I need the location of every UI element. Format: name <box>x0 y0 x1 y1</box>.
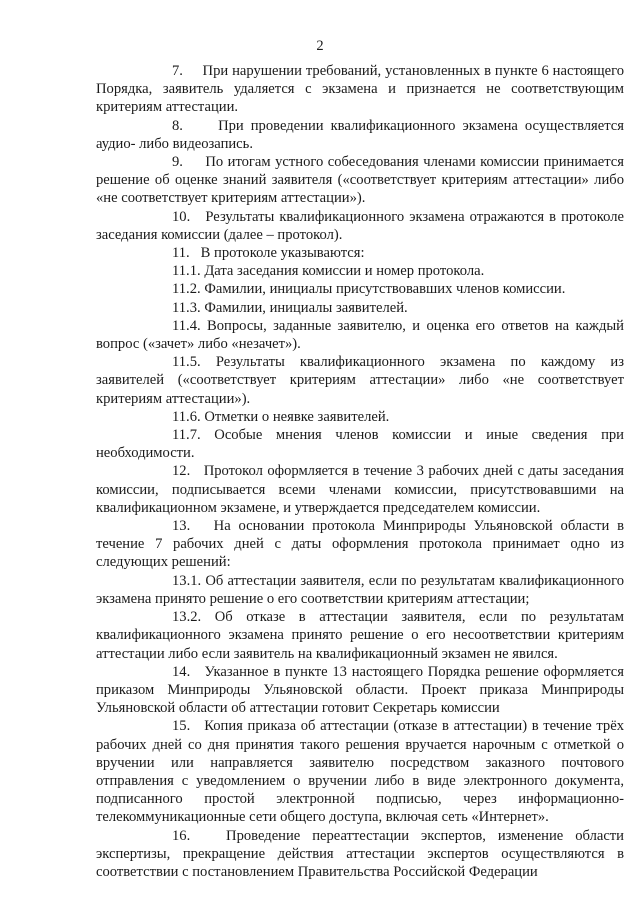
paragraph-number: 13.2. <box>172 609 202 626</box>
paragraph-number: 8. <box>172 117 183 134</box>
paragraph-16 <box>96 827 624 882</box>
paragraph-11-7 <box>96 426 624 462</box>
paragraph-number: 13.1. <box>172 572 202 589</box>
paragraph-10 <box>96 208 624 244</box>
paragraph-text: При проведении квалификационного экзамена осуществляется аудио- либо видеозапись. <box>96 117 624 152</box>
paragraph-text: Результаты квалификационного экзамена по каждому из заявителей («соответствует критериям аттестации» либо «не соответствует критериям аттестации»). <box>96 354 624 407</box>
paragraph-text: При нарушении требований, установленных в пункте 6 настоящего Порядка, заявитель удаляется с экзамена и признается не соответствующим критериям аттестации. <box>96 63 624 116</box>
paragraph-11-3 <box>96 299 624 317</box>
paragraph-text: Фамилии, инициалы заявителей. <box>204 299 408 316</box>
paragraph-text: Об отказе в аттестации заявителя, если по результатам квалификационного экзамена принято решение о его несоответствии критериям аттестации либо если заявитель на квалификационный экзамен не явился. <box>96 609 624 662</box>
paragraph-number: 11. <box>172 245 190 262</box>
paragraph-11 <box>96 244 624 262</box>
paragraph-9 <box>96 153 624 208</box>
paragraph-text: В протоколе указываются: <box>200 245 365 262</box>
paragraph-number: 10. <box>172 208 191 225</box>
paragraph-13-1 <box>96 572 624 608</box>
paragraph-13-2 <box>96 608 624 663</box>
paragraph-number: 15. <box>172 718 191 735</box>
document-body <box>96 62 624 881</box>
paragraph-number: 7. <box>172 63 183 79</box>
page-number: 2 <box>316 38 324 54</box>
paragraph-text: Протокол оформляется в течение 3 рабочих дней с даты заседания комиссии, подписывается всеми членами комиссии, присутствовавшими на квалификационном экзамене, и утверждается председателем комиссии. <box>96 463 624 516</box>
paragraph-text: Результаты квалификационного экзамена отражаются в протоколе заседания комиссии (далее – протокол). <box>96 208 624 243</box>
paragraph-text: На основании протокола Минприроды Ульяновской области в течение 7 рабочих дней с даты оформления протокола принимает одно из следующих решений: <box>96 518 624 571</box>
paragraph-15 <box>96 717 624 826</box>
paragraph-11-6 <box>96 408 624 426</box>
paragraph-number: 13. <box>172 518 191 535</box>
paragraph-number: 11.6. <box>172 408 201 425</box>
paragraph-text: Проведение переаттестации экспертов, изменение области экспертизы, прекращение действия аттестации экспертов осуществляются в соответствии с постановлением Правительства Российской Федерации <box>96 827 624 880</box>
paragraph-text: Отметки о неявке заявителей. <box>204 408 390 425</box>
paragraph-text: Указанное в пункте 13 настоящего Порядка решение оформляется приказом Минприроды Ульяновской области. Проект приказа Минприроды Ульяновской области об аттестации готовит Секретарь комиссии <box>96 663 624 717</box>
paragraph-13 <box>96 517 624 572</box>
paragraph-text: Фамилии, инициалы присутствовавших членов комиссии. <box>204 281 566 298</box>
paragraph-7 <box>96 62 624 117</box>
paragraph-number: 11.2. <box>172 281 201 298</box>
paragraph-text: Копия приказа об аттестации (отказе в аттестации) в течение трёх рабочих дней со дня принятия такого решения вручается нарочным с отметкой о вручении или направляется заявителю посредством заказного почтового отправления с уведомлением о вручении либо в виде электронного документа, подписанного простой электронной подписью, через информационно-телекоммуникационные сети общего доступа, включая сеть «Интернет». <box>96 718 624 826</box>
paragraph-number: 11.7. <box>172 427 201 444</box>
paragraph-number: 11.5. <box>172 354 201 371</box>
paragraph-text: Дата заседания комиссии и номер протокола. <box>204 263 485 280</box>
paragraph-text: Об аттестации заявителя, если по результатам квалификационного экзамена принято решение о его соответствии критериям аттестации; <box>96 572 624 607</box>
paragraph-number: 12. <box>172 463 191 480</box>
paragraph-12 <box>96 462 624 517</box>
paragraph-text: Вопросы, заданные заявителю, и оценка его ответов на каждый вопрос («зачет» либо «незачет»). <box>96 317 624 353</box>
paragraph-number: 11.1. <box>172 263 201 280</box>
paragraph-11-2 <box>96 280 624 298</box>
paragraph-number: 9. <box>172 154 183 171</box>
paragraph-11-4 <box>96 317 624 353</box>
paragraph-number: 11.4. <box>172 317 201 334</box>
paragraph-text: Особые мнения членов комиссии и иные сведения при необходимости. <box>96 427 624 462</box>
paragraph-number: 11.3. <box>172 299 201 316</box>
paragraph-number: 14. <box>172 663 191 680</box>
paragraph-11-5 <box>96 353 624 408</box>
paragraph-11-1 <box>96 262 624 280</box>
paragraph-14 <box>96 663 624 718</box>
paragraph-number: 16. <box>172 827 191 844</box>
paragraph-text: По итогам устного собеседования членами комиссии принимается решение об оценке знаний заявителя («соответствует критериям аттестации» либо «не соответствует критериям аттестации»). <box>96 154 624 207</box>
paragraph-8 <box>96 117 624 153</box>
